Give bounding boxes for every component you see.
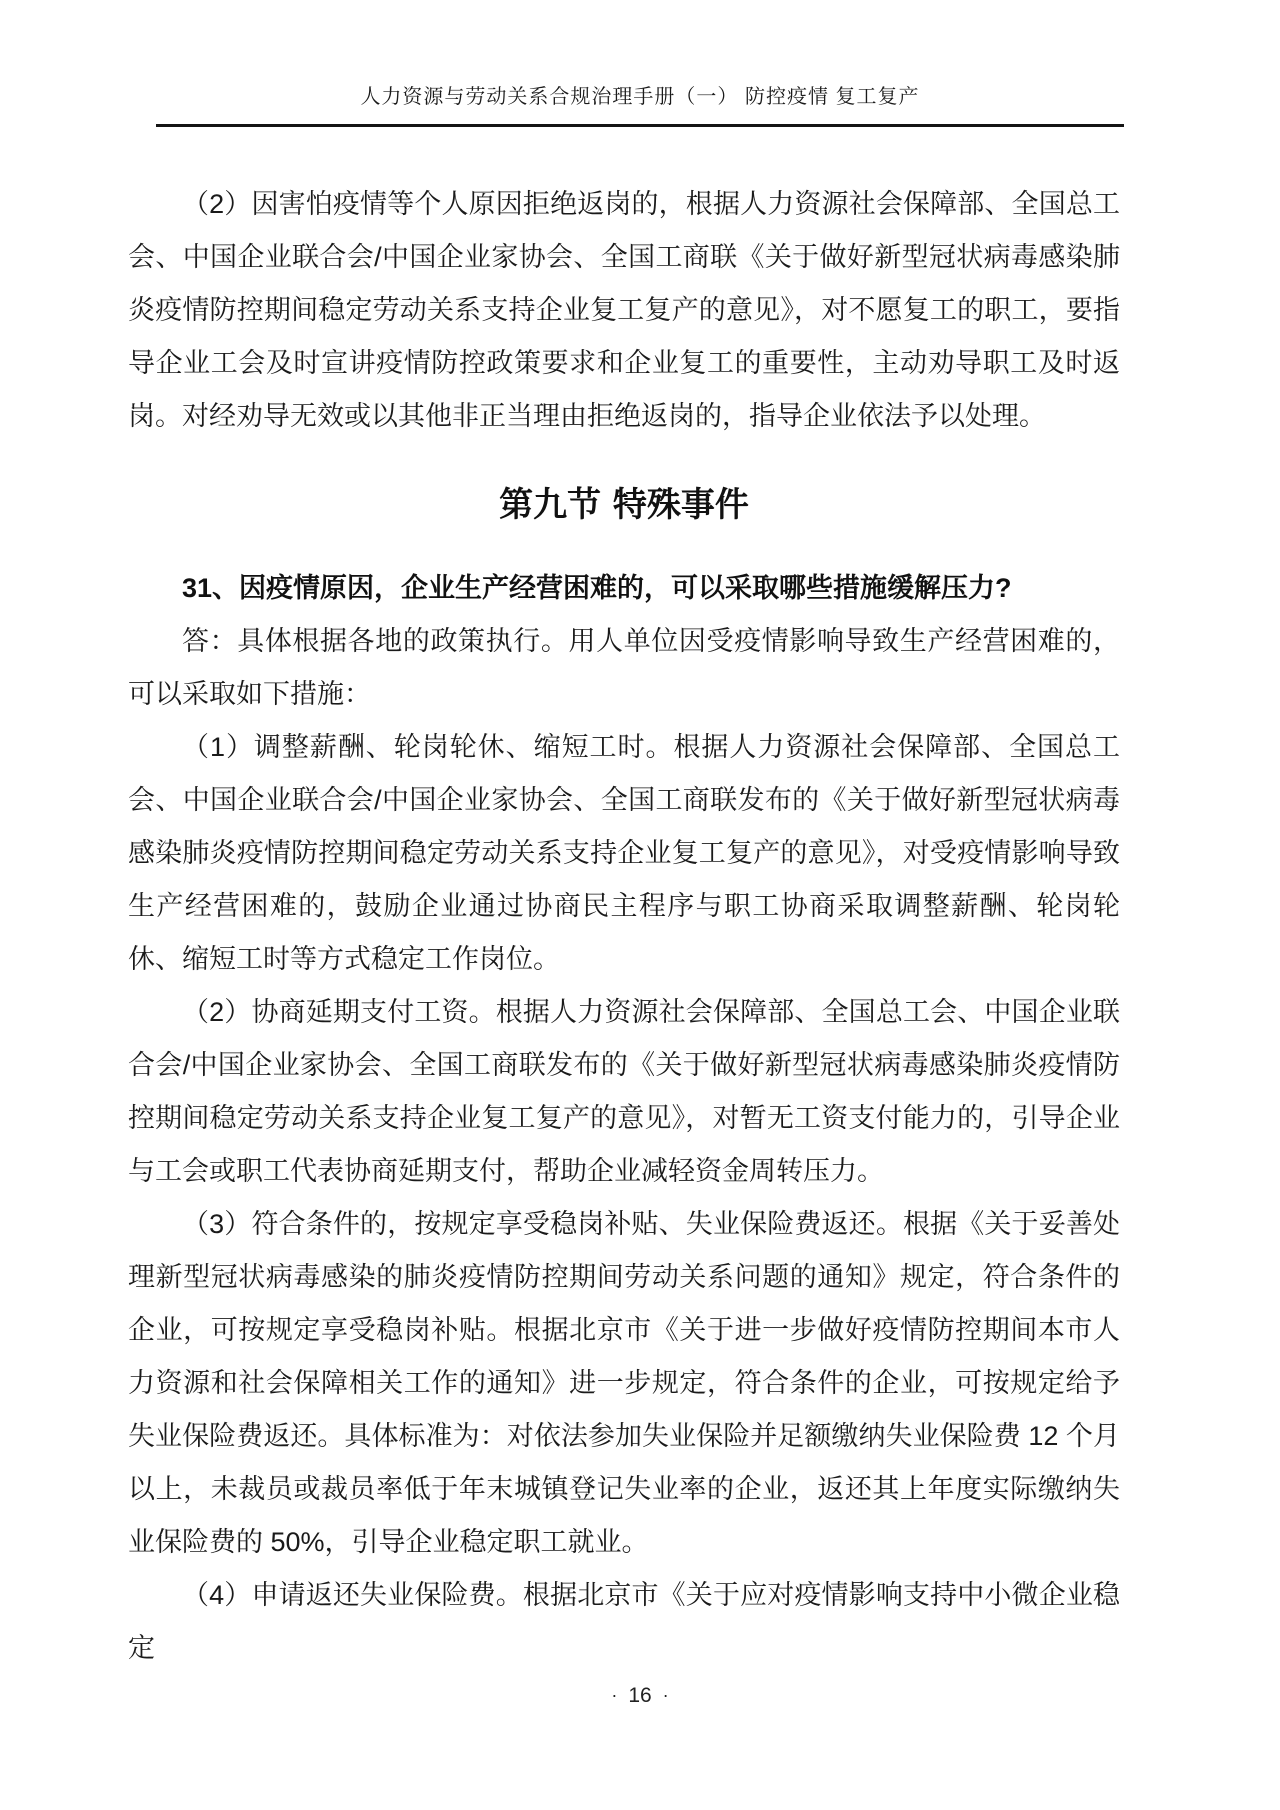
paragraph-measure-2: （2）协商延期支付工资。根据人力资源社会保障部、全国总工会、中国企业联合会/中国企业家协会、全国工商联发布的《关于做好新型冠状病毒感染肺炎疫情防控期间稳定劳动关系支持企业复工复产的意见》，对暂无工资支付能力的，引导企业与工会或职工代表协商延期支付，帮助企业减轻资金周转压力。: [128, 997, 1120, 1186]
page-number: 16: [628, 1684, 652, 1707]
paragraph-refuse-return-to-work: （2）因害怕疫情等个人原因拒绝返岗的，根据人力资源社会保障部、全国总工会、中国企业联合会/中国企业家协会、全国工商联《关于做好新型冠状病毒感染肺炎疫情防控期间稳定劳动关系支持企业复工复产的意见》，对不愿复工的职工，要指导企业工会及时宣讲疫情防控政策要求和企业复工的重要性，主动劝导职工及时返岗。对经劝导无效或以其他非正当理由拒绝返岗的，指导企业依法予以处理。: [128, 189, 1120, 431]
paragraph-answer-intro: 答：具体根据各地的政策执行。用人单位因受疫情影响导致生产经营困难的，可以采取如下措施：: [128, 626, 1120, 709]
footer-left-dot: ·: [611, 1685, 618, 1705]
paragraph-measure-3: （3）符合条件的，按规定享受稳岗补贴、失业保险费返还。根据《关于妥善处理新型冠状病毒感染的肺炎疫情防控期间劳动关系问题的通知》规定，符合条件的企业，可按规定享受稳岗补贴。根据北京市《关于进一步做好疫情防控期间本市人力资源和社会保障相关工作的通知》进一步规定，符合条件的企业，可按规定给予失业保险费返还。具体标准为：对依法参加失业保险并足额缴纳失业保险费 12 个月以上，未裁员或裁员率低于年末城镇登记失业率的企业，返还其上年度实际缴纳失业保险费的 50%，引导企业稳定职工就业。: [128, 1209, 1120, 1557]
page-footer: [0, 1682, 1280, 1709]
paragraph-measure-1: （1）调整薪酬、轮岗轮休、缩短工时。根据人力资源社会保障部、全国总工会、中国企业联合会/中国企业家协会、全国工商联发布的《关于做好新型冠状病毒感染肺炎疫情防控期间稳定劳动关系支持企业复工复产的意见》，对受疫情影响导致生产经营困难的，鼓励企业通过协商民主程序与职工协商采取调整薪酬、轮岗轮休、缩短工时等方式稳定工作岗位。: [128, 732, 1120, 974]
paragraph-measure-4: （4）申请返还失业保险费。根据北京市《关于应对疫情影响支持中小微企业稳定: [128, 1580, 1120, 1663]
section-heading: 第九节 特殊事件: [499, 485, 749, 525]
header-title: 人力资源与劳动关系合规治理手册（一） 防控疫情 复工复产: [360, 86, 920, 108]
page-header: [156, 0, 1124, 127]
document-body: [128, 178, 1120, 1675]
question-31: 31、因疫情原因，企业生产经营困难的，可以采取哪些措施缓解压力?: [182, 573, 1012, 603]
footer-right-dot: ·: [662, 1685, 669, 1705]
